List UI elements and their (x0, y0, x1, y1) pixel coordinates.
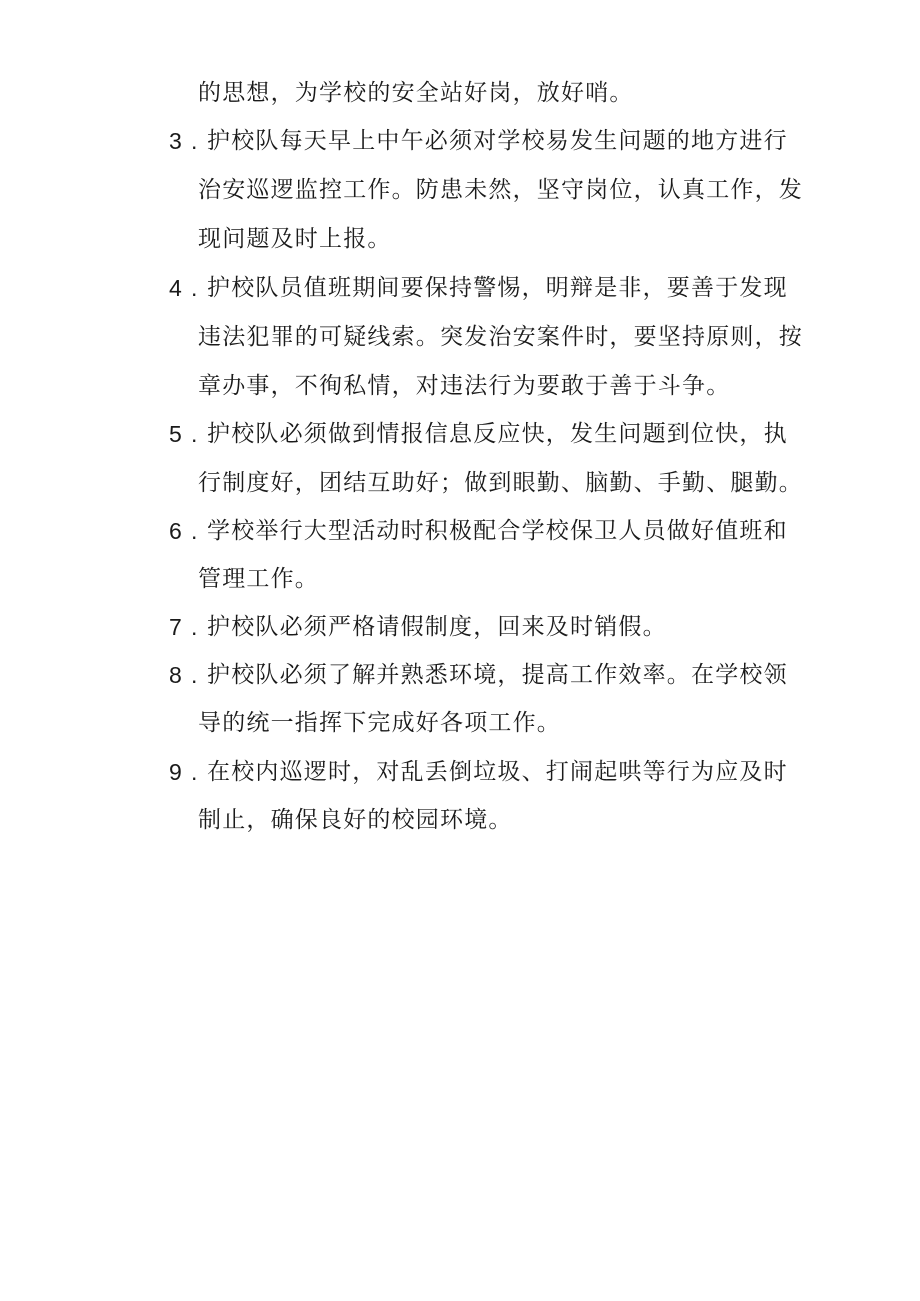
list-item-line: 护校队必须严格请假制度，回来及时销假。 (207, 614, 667, 640)
list-item-number: 5 (169, 421, 182, 447)
list-item-marker: . (191, 759, 198, 785)
list-item-number: 3 (169, 128, 182, 154)
list-item-line: 在校内巡逻时，对乱丢倒垃圾、打闹起哄等行为应及时 (207, 759, 788, 785)
list-item-marker: . (191, 275, 198, 301)
list-item-line: 章办事，不徇私情，对违法行为要敢于善于斗争。 (198, 373, 731, 399)
list-item-marker: . (191, 614, 198, 640)
list-item-line: 护校队必须做到情报信息反应快，发生问题到位快，执 (207, 421, 788, 447)
list-item-number: 4 (169, 275, 182, 301)
list-item-line: 违法犯罪的可疑线索。突发治安案件时，要坚持原则，按 (198, 324, 803, 350)
list-item-line: 制止，确保良好的校园环境。 (198, 807, 513, 833)
list-item-marker: . (191, 421, 198, 447)
list-item-line: 护校队员值班期间要保持警惕，明辩是非，要善于发现 (207, 275, 788, 301)
list-item-number: 8 (169, 662, 182, 688)
list-item-line: 治安巡逻监控工作。防患未然，坚守岗位，认真工作，发 (198, 177, 803, 203)
list-item-line: 学校举行大型活动时积极配合学校保卫人员做好值班和 (207, 518, 788, 544)
list-item-marker: . (191, 662, 198, 688)
list-item-marker: . (191, 518, 198, 544)
list-item-marker: . (191, 128, 198, 154)
list-item-line: 护校队每天早上中午必须对学校易发生问题的地方进行 (207, 128, 788, 154)
paragraph-continuation-line: 的思想，为学校的安全站好岗，放好哨。 (198, 80, 634, 106)
list-item-line: 现问题及时上报。 (198, 226, 392, 252)
list-item-line: 行制度好，团结互助好；做到眼勤、脑勤、手勤、腿勤。 (198, 470, 803, 496)
list-item-line: 护校队必须了解并熟悉环境，提高工作效率。在学校领 (207, 662, 788, 688)
list-item-number: 6 (169, 518, 182, 544)
list-item-number: 7 (169, 614, 182, 640)
list-item-number: 9 (169, 759, 182, 785)
list-item-line: 导的统一指挥下完成好各项工作。 (198, 710, 561, 736)
list-item-line: 管理工作。 (198, 566, 319, 592)
